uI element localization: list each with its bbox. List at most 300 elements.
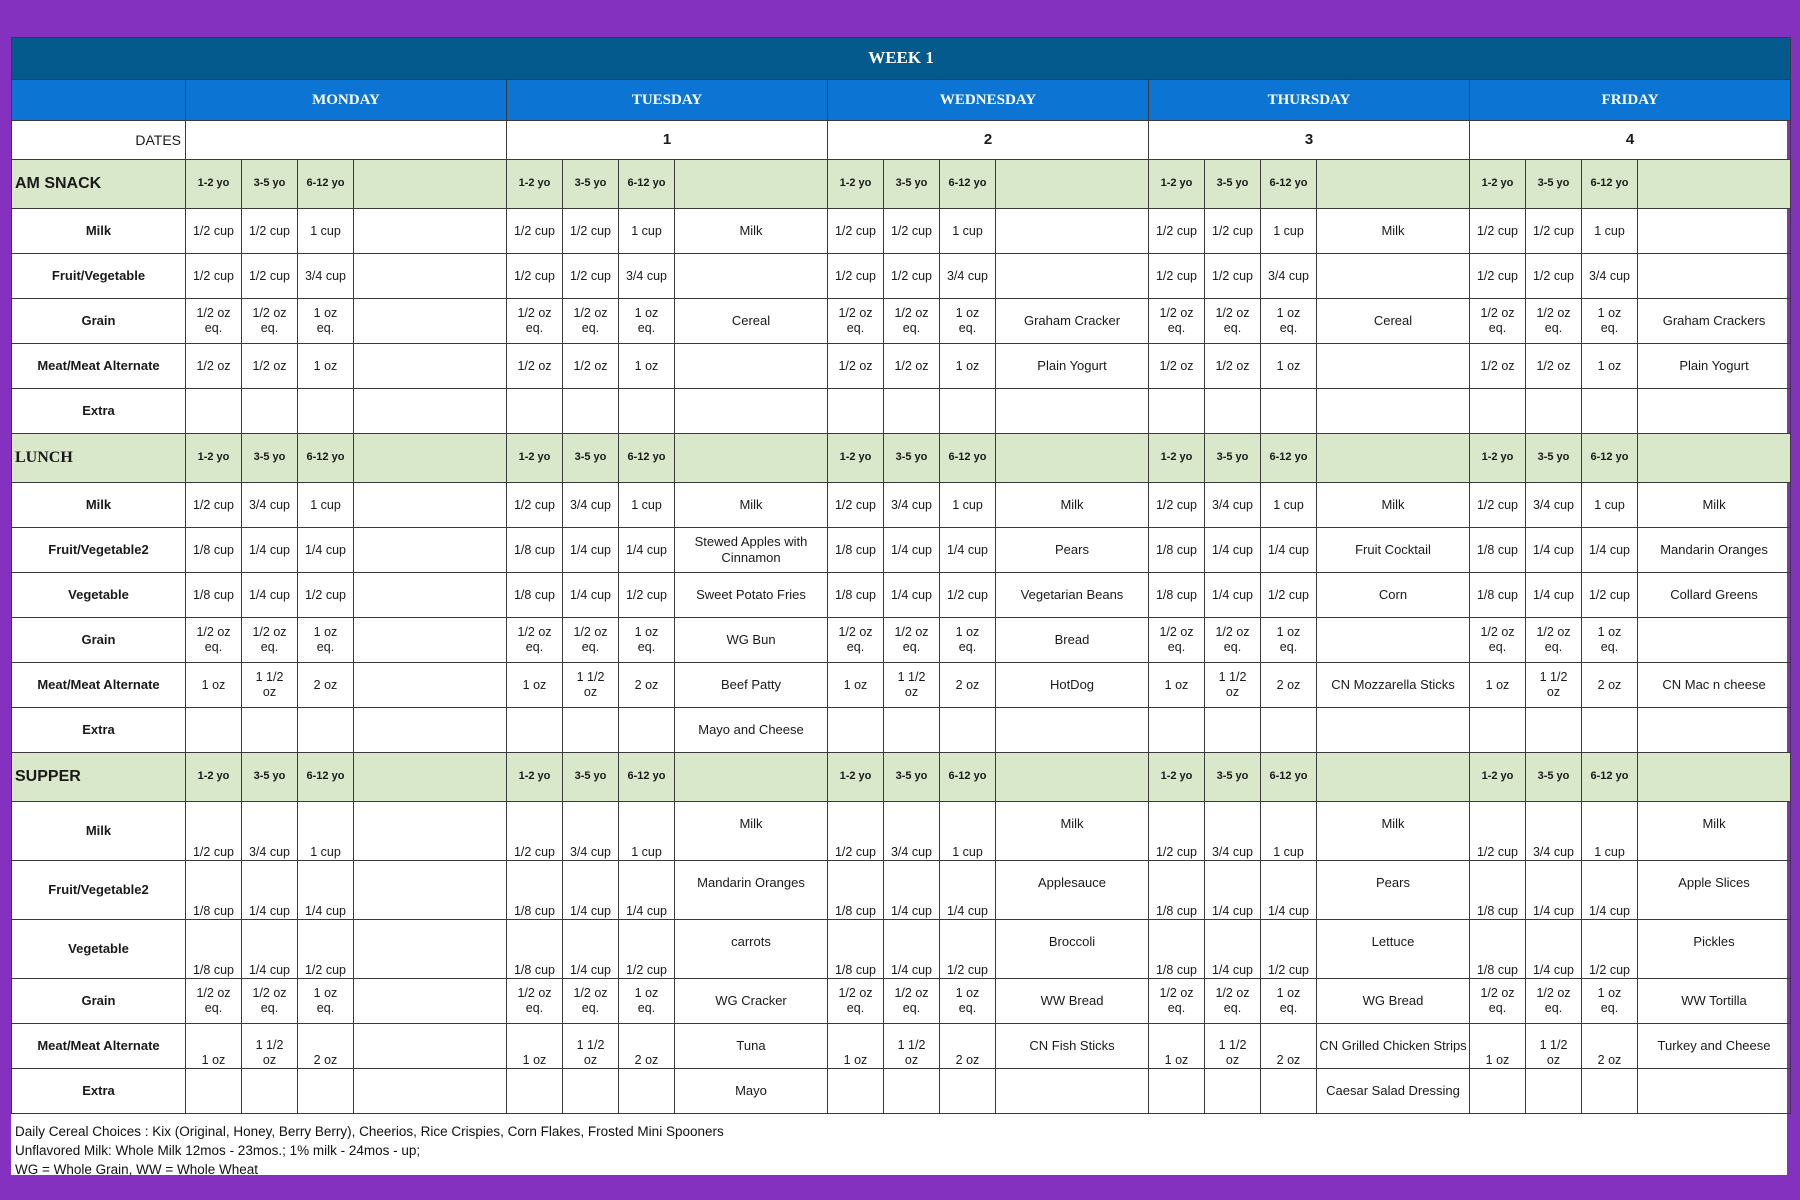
- category-label: Grain: [12, 299, 186, 344]
- lunch-row-meat-meat-alternate: [12, 663, 1791, 708]
- portion-amount: 1/2 oz: [1149, 344, 1205, 389]
- portion-amount: 1/2 cup: [1149, 483, 1205, 528]
- portion-amount: 1 oz eq.: [298, 618, 354, 663]
- portion-amount: 3/4 cup: [940, 254, 996, 299]
- category-label: Milk: [12, 802, 186, 861]
- menu-item-monday: [354, 663, 507, 708]
- category-label: Grain: [12, 979, 186, 1024]
- menu-item-tuesday: Milk: [675, 209, 828, 254]
- portion-amount: [940, 389, 996, 434]
- portion-amount: 1/4 cup: [884, 861, 940, 920]
- portion-amount: 1/2 cup: [563, 209, 619, 254]
- portion-amount: [1470, 708, 1526, 753]
- category-label: Extra: [12, 389, 186, 434]
- menu-item-wednesday: Pears: [996, 528, 1149, 573]
- menu-item-monday: [354, 1069, 507, 1114]
- portion-amount: 2 oz: [1582, 1024, 1638, 1069]
- menu-item-tuesday: Milk: [675, 802, 828, 861]
- portion-amount: [828, 389, 884, 434]
- portion-amount: 3/4 cup: [242, 483, 298, 528]
- portion-amount: 1/8 cup: [1470, 861, 1526, 920]
- menu-item-tuesday: Milk: [675, 483, 828, 528]
- menu-item-wednesday: [996, 1069, 1149, 1114]
- dates-label: DATES: [12, 121, 186, 160]
- menu-item-monday: [354, 573, 507, 618]
- menu-item-thursday: Lettuce: [1317, 920, 1470, 979]
- age-group-header: 1-2 yo: [828, 434, 884, 483]
- day-header-row: [12, 80, 1791, 121]
- menu-item-header: [354, 753, 507, 802]
- menu-item-wednesday: Plain Yogurt: [996, 344, 1149, 389]
- portion-amount: [1526, 389, 1582, 434]
- am-snack-row-milk: [12, 209, 1791, 254]
- day-header-corner: [12, 80, 186, 121]
- date-monday: [186, 121, 507, 160]
- age-group-header: 3-5 yo: [884, 434, 940, 483]
- menu-item-tuesday: [675, 254, 828, 299]
- portion-amount: 1/2 cup: [619, 573, 675, 618]
- menu-item-monday: [354, 979, 507, 1024]
- portion-amount: 1 oz: [507, 1024, 563, 1069]
- portion-amount: [1582, 708, 1638, 753]
- portion-amount: [1470, 389, 1526, 434]
- portion-amount: 1/2 cup: [1582, 920, 1638, 979]
- portion-amount: 1/2 oz: [1470, 344, 1526, 389]
- menu-item-tuesday: WG Cracker: [675, 979, 828, 1024]
- portion-amount: 1 1/2 oz: [1205, 1024, 1261, 1069]
- age-group-header: 1-2 yo: [1149, 434, 1205, 483]
- portion-amount: 3/4 cup: [1205, 483, 1261, 528]
- portion-amount: 1/2 cup: [186, 802, 242, 861]
- portion-amount: [507, 389, 563, 434]
- portion-amount: [940, 1069, 996, 1114]
- menu-item-wednesday: CN Fish Sticks: [996, 1024, 1149, 1069]
- portion-amount: 1/2 oz eq.: [828, 979, 884, 1024]
- portion-amount: 1 cup: [298, 802, 354, 861]
- menu-item-monday: [354, 389, 507, 434]
- age-group-header: 6-12 yo: [940, 753, 996, 802]
- menu-item-wednesday: Bread: [996, 618, 1149, 663]
- portion-amount: 1/2 cup: [884, 254, 940, 299]
- portion-amount: 1/4 cup: [1526, 920, 1582, 979]
- menu-item-wednesday: Graham Cracker: [996, 299, 1149, 344]
- menu-item-monday: [354, 618, 507, 663]
- portion-amount: 3/4 cup: [884, 483, 940, 528]
- lunch-row-fruit-vegetable2: [12, 528, 1791, 573]
- note-milk: Unflavored Milk: Whole Milk 12mos - 23mos.; 1% milk - 24mos - up;: [15, 1143, 421, 1158]
- lunch-title: LUNCH: [12, 434, 186, 483]
- category-label: Milk: [12, 483, 186, 528]
- menu-item-monday: [354, 802, 507, 861]
- portion-amount: 1/2 cup: [828, 209, 884, 254]
- portion-amount: 1/8 cup: [828, 920, 884, 979]
- menu-item-wednesday: Applesauce: [996, 861, 1149, 920]
- age-group-header: 1-2 yo: [186, 434, 242, 483]
- portion-amount: [1261, 1069, 1317, 1114]
- note-abbreviations: WG = Whole Grain, WW = Whole Wheat: [15, 1162, 259, 1177]
- portion-amount: 1/4 cup: [563, 920, 619, 979]
- portion-amount: 1/2 oz eq.: [1470, 979, 1526, 1024]
- category-label: Fruit/Vegetable2: [12, 528, 186, 573]
- am-snack-header-row: [12, 160, 1791, 209]
- portion-amount: 1/2 cup: [828, 802, 884, 861]
- portion-amount: 1/2 oz eq.: [563, 979, 619, 1024]
- portion-amount: 1 oz eq.: [1261, 299, 1317, 344]
- portion-amount: 1/8 cup: [1470, 920, 1526, 979]
- am-snack-row-extra: [12, 389, 1791, 434]
- portion-amount: 2 oz: [940, 663, 996, 708]
- portion-amount: 1 cup: [1261, 483, 1317, 528]
- portion-amount: 1/8 cup: [507, 573, 563, 618]
- portion-amount: 1 1/2 oz: [884, 1024, 940, 1069]
- category-label: Extra: [12, 708, 186, 753]
- menu-item-header: [1638, 753, 1791, 802]
- menu-item-wednesday: Milk: [996, 483, 1149, 528]
- age-group-header: 3-5 yo: [884, 753, 940, 802]
- date-friday: 4: [1470, 121, 1791, 160]
- lunch-row-grain: [12, 618, 1791, 663]
- menu-item-monday: [354, 344, 507, 389]
- portion-amount: 1 cup: [1261, 209, 1317, 254]
- portion-amount: 1/2 cup: [940, 920, 996, 979]
- menu-item-header: [1638, 160, 1791, 209]
- menu-item-thursday: Pears: [1317, 861, 1470, 920]
- portion-amount: 1/2 oz eq.: [828, 299, 884, 344]
- age-group-header: 6-12 yo: [1261, 160, 1317, 209]
- portion-amount: [242, 1069, 298, 1114]
- portion-amount: 1/4 cup: [940, 861, 996, 920]
- portion-amount: [884, 1069, 940, 1114]
- note-cereal-choices: Daily Cereal Choices : Kix (Original, Honey, Berry Berry), Cheerios, Rice Crispies, Corn Flakes, Frosted Mini Spooners: [15, 1124, 724, 1139]
- age-group-header: 6-12 yo: [298, 753, 354, 802]
- age-group-header: 3-5 yo: [242, 160, 298, 209]
- portion-amount: 1/8 cup: [828, 528, 884, 573]
- menu-item-wednesday: [996, 708, 1149, 753]
- menu-item-monday: [354, 483, 507, 528]
- portion-amount: 1/8 cup: [1470, 528, 1526, 573]
- menu-item-header: [1317, 160, 1470, 209]
- supper-row-fruit-vegetable2: [12, 861, 1791, 920]
- age-group-header: 1-2 yo: [1470, 753, 1526, 802]
- portion-amount: 3/4 cup: [1526, 483, 1582, 528]
- menu-item-wednesday: [996, 254, 1149, 299]
- portion-amount: 1/2 oz eq.: [563, 299, 619, 344]
- menu-item-header: [354, 434, 507, 483]
- age-group-header: 3-5 yo: [242, 753, 298, 802]
- portion-amount: 1/4 cup: [1582, 528, 1638, 573]
- age-group-header: 6-12 yo: [619, 434, 675, 483]
- portion-amount: 1/2 oz eq.: [1526, 618, 1582, 663]
- age-group-header: 1-2 yo: [186, 753, 242, 802]
- portion-amount: 1/4 cup: [619, 528, 675, 573]
- menu-item-tuesday: Beef Patty: [675, 663, 828, 708]
- portion-amount: 1/4 cup: [884, 573, 940, 618]
- menu-item-tuesday: Sweet Potato Fries: [675, 573, 828, 618]
- category-label: Vegetable: [12, 920, 186, 979]
- age-group-header: 6-12 yo: [298, 160, 354, 209]
- portion-amount: 1/2 oz eq.: [242, 618, 298, 663]
- menu-item-thursday: Milk: [1317, 483, 1470, 528]
- portion-amount: [1205, 708, 1261, 753]
- portion-amount: 1/2 cup: [1149, 802, 1205, 861]
- portion-amount: 1 oz: [940, 344, 996, 389]
- menu-item-tuesday: WG Bun: [675, 618, 828, 663]
- age-group-header: 3-5 yo: [1205, 753, 1261, 802]
- portion-amount: 1 cup: [1582, 483, 1638, 528]
- menu-item-thursday: [1317, 618, 1470, 663]
- week-title: WEEK 1: [12, 38, 1791, 80]
- portion-amount: [298, 708, 354, 753]
- portion-amount: 1/2 cup: [1149, 254, 1205, 299]
- menu-item-friday: Collard Greens: [1638, 573, 1791, 618]
- portion-amount: [507, 708, 563, 753]
- portion-amount: 1 cup: [298, 483, 354, 528]
- portion-amount: 1/8 cup: [186, 573, 242, 618]
- category-label: Fruit/Vegetable2: [12, 861, 186, 920]
- footnotes: [11, 1114, 1787, 1187]
- portion-amount: 3/4 cup: [1205, 802, 1261, 861]
- portion-amount: 3/4 cup: [884, 802, 940, 861]
- menu-item-thursday: Milk: [1317, 209, 1470, 254]
- portion-amount: 1 1/2 oz: [1526, 663, 1582, 708]
- portion-amount: 1 oz eq.: [619, 979, 675, 1024]
- portion-amount: [298, 389, 354, 434]
- portion-amount: 1/2 cup: [242, 254, 298, 299]
- age-group-header: 3-5 yo: [242, 434, 298, 483]
- week-header-row: [12, 38, 1791, 80]
- age-group-header: 6-12 yo: [1261, 434, 1317, 483]
- menu-item-header: [354, 160, 507, 209]
- portion-amount: 1/2 cup: [1261, 573, 1317, 618]
- portion-amount: 1/2 cup: [828, 254, 884, 299]
- portion-amount: 1/4 cup: [1205, 573, 1261, 618]
- category-label: Meat/Meat Alternate: [12, 1024, 186, 1069]
- portion-amount: 1/4 cup: [884, 920, 940, 979]
- portion-amount: 1/2 oz eq.: [1470, 299, 1526, 344]
- age-group-header: 6-12 yo: [1582, 753, 1638, 802]
- menu-item-thursday: Caesar Salad Dressing: [1317, 1069, 1470, 1114]
- portion-amount: 1/2 cup: [298, 573, 354, 618]
- portion-amount: 1/2 oz eq.: [828, 618, 884, 663]
- portion-amount: 1/2 cup: [507, 802, 563, 861]
- menu-item-wednesday: Milk: [996, 802, 1149, 861]
- portion-amount: 1 1/2 oz: [884, 663, 940, 708]
- portion-amount: [1205, 389, 1261, 434]
- portion-amount: 2 oz: [298, 663, 354, 708]
- portion-amount: 1/8 cup: [1149, 528, 1205, 573]
- portion-amount: 1/2 cup: [1205, 209, 1261, 254]
- lunch-row-extra: [12, 708, 1791, 753]
- portion-amount: 1/2 oz eq.: [242, 299, 298, 344]
- portion-amount: 1 oz: [828, 663, 884, 708]
- portion-amount: [1149, 389, 1205, 434]
- age-group-header: 1-2 yo: [186, 160, 242, 209]
- portion-amount: 1 oz: [828, 1024, 884, 1069]
- portion-amount: [828, 708, 884, 753]
- portion-amount: 1/2 cup: [242, 209, 298, 254]
- portion-amount: [828, 1069, 884, 1114]
- menu-item-wednesday: HotDog: [996, 663, 1149, 708]
- portion-amount: 1/2 cup: [1526, 254, 1582, 299]
- portion-amount: 1/4 cup: [298, 528, 354, 573]
- portion-amount: 1/2 cup: [507, 483, 563, 528]
- portion-amount: [1470, 1069, 1526, 1114]
- menu-item-header: [1638, 434, 1791, 483]
- menu-item-header: [996, 753, 1149, 802]
- portion-amount: 2 oz: [1582, 663, 1638, 708]
- menu-item-friday: Mandarin Oranges: [1638, 528, 1791, 573]
- menu-item-wednesday: WW Bread: [996, 979, 1149, 1024]
- portion-amount: 1 1/2 oz: [563, 1024, 619, 1069]
- portion-amount: [619, 708, 675, 753]
- menu-item-friday: [1638, 618, 1791, 663]
- portion-amount: 1/2 oz eq.: [186, 618, 242, 663]
- date-wednesday: 2: [828, 121, 1149, 160]
- menu-item-tuesday: carrots: [675, 920, 828, 979]
- portion-amount: 1/2 cup: [1261, 920, 1317, 979]
- menu-item-friday: Milk: [1638, 802, 1791, 861]
- portion-amount: 1 oz: [186, 1024, 242, 1069]
- age-group-header: 1-2 yo: [507, 160, 563, 209]
- portion-amount: [1261, 708, 1317, 753]
- portion-amount: 1 cup: [940, 483, 996, 528]
- age-group-header: 3-5 yo: [1205, 434, 1261, 483]
- portion-amount: 1/8 cup: [507, 861, 563, 920]
- portion-amount: 1 cup: [619, 802, 675, 861]
- menu-item-thursday: CN Grilled Chicken Strips: [1317, 1024, 1470, 1069]
- portion-amount: 1 cup: [1582, 209, 1638, 254]
- menu-item-friday: [1638, 389, 1791, 434]
- age-group-header: 6-12 yo: [1582, 160, 1638, 209]
- menu-item-monday: [354, 299, 507, 344]
- portion-amount: 1/4 cup: [1582, 861, 1638, 920]
- portion-amount: 1 oz eq.: [1261, 979, 1317, 1024]
- age-group-header: 1-2 yo: [828, 753, 884, 802]
- portion-amount: 1 cup: [619, 483, 675, 528]
- menu-item-tuesday: Mandarin Oranges: [675, 861, 828, 920]
- portion-amount: 1/4 cup: [940, 528, 996, 573]
- portion-amount: [1582, 389, 1638, 434]
- portion-amount: 1/2 oz eq.: [1526, 299, 1582, 344]
- age-group-header: 3-5 yo: [563, 753, 619, 802]
- portion-amount: 1/2 cup: [828, 483, 884, 528]
- category-label: Meat/Meat Alternate: [12, 663, 186, 708]
- menu-item-thursday: [1317, 344, 1470, 389]
- portion-amount: 1/8 cup: [186, 861, 242, 920]
- portion-amount: 1/2 oz eq.: [1149, 618, 1205, 663]
- portion-amount: 1 oz eq.: [1582, 979, 1638, 1024]
- portion-amount: 1/2 oz eq.: [507, 618, 563, 663]
- portion-amount: 1 cup: [940, 802, 996, 861]
- menu-item-tuesday: [675, 344, 828, 389]
- portion-amount: 1/2 cup: [1149, 209, 1205, 254]
- menu-item-header: [996, 434, 1149, 483]
- supper-row-meat-meat-alternate: [12, 1024, 1791, 1069]
- menu-item-header: [675, 160, 828, 209]
- portion-amount: [1149, 708, 1205, 753]
- portion-amount: 1 oz: [186, 663, 242, 708]
- menu-item-monday: [354, 209, 507, 254]
- portion-amount: 1 cup: [298, 209, 354, 254]
- menu-sheet: [11, 37, 1787, 1175]
- portion-amount: [884, 708, 940, 753]
- portion-amount: 1 oz eq.: [298, 979, 354, 1024]
- menu-item-wednesday: [996, 389, 1149, 434]
- portion-amount: 1/2 oz: [507, 344, 563, 389]
- portion-amount: 1/2 oz eq.: [884, 618, 940, 663]
- portion-amount: 1/2 cup: [1470, 254, 1526, 299]
- menu-item-header: [1317, 753, 1470, 802]
- portion-amount: [1149, 1069, 1205, 1114]
- portion-amount: 1/2 oz eq.: [884, 299, 940, 344]
- portion-amount: 1/2 cup: [186, 209, 242, 254]
- portion-amount: 1/4 cup: [1261, 528, 1317, 573]
- portion-amount: 1/2 cup: [1470, 209, 1526, 254]
- lunch-row-vegetable: [12, 573, 1791, 618]
- menu-item-wednesday: Broccoli: [996, 920, 1149, 979]
- menu-item-tuesday: Mayo and Cheese: [675, 708, 828, 753]
- menu-item-header: [675, 753, 828, 802]
- age-group-header: 1-2 yo: [507, 434, 563, 483]
- age-group-header: 3-5 yo: [563, 160, 619, 209]
- portion-amount: 3/4 cup: [1582, 254, 1638, 299]
- age-group-header: 6-12 yo: [619, 160, 675, 209]
- age-group-header: 6-12 yo: [940, 434, 996, 483]
- portion-amount: 1/8 cup: [828, 861, 884, 920]
- portion-amount: 1 oz eq.: [1582, 299, 1638, 344]
- portion-amount: 1 1/2 oz: [1205, 663, 1261, 708]
- am-snack-row-fruit-vegetable: [12, 254, 1791, 299]
- menu-item-friday: Graham Crackers: [1638, 299, 1791, 344]
- portion-amount: 1 oz: [1261, 344, 1317, 389]
- category-label: Meat/Meat Alternate: [12, 344, 186, 389]
- day-header-wednesday: WEDNESDAY: [828, 80, 1149, 121]
- portion-amount: 1/2 cup: [940, 573, 996, 618]
- age-group-header: 1-2 yo: [1149, 160, 1205, 209]
- portion-amount: 1/4 cup: [242, 528, 298, 573]
- menu-item-monday: [354, 861, 507, 920]
- menu-item-friday: [1638, 254, 1791, 299]
- menu-item-friday: Apple Slices: [1638, 861, 1791, 920]
- portion-amount: 2 oz: [619, 663, 675, 708]
- portion-amount: 3/4 cup: [1526, 802, 1582, 861]
- portion-amount: 1/2 cup: [1470, 802, 1526, 861]
- portion-amount: 1/2 oz eq.: [186, 979, 242, 1024]
- am-snack-title: AM SNACK: [12, 160, 186, 209]
- portion-amount: 1/4 cup: [1261, 861, 1317, 920]
- portion-amount: 1/4 cup: [1526, 573, 1582, 618]
- portion-amount: [563, 389, 619, 434]
- portion-amount: 1/2 oz eq.: [507, 299, 563, 344]
- portion-amount: 1/2 oz eq.: [1205, 299, 1261, 344]
- day-header-friday: FRIDAY: [1470, 80, 1791, 121]
- portion-amount: 1 oz: [619, 344, 675, 389]
- portion-amount: [619, 1069, 675, 1114]
- portion-amount: 2 oz: [1261, 1024, 1317, 1069]
- supper-row-milk: [12, 802, 1791, 861]
- portion-amount: [619, 389, 675, 434]
- category-label: Grain: [12, 618, 186, 663]
- age-group-header: 3-5 yo: [563, 434, 619, 483]
- portion-amount: 1/2 oz eq.: [1205, 979, 1261, 1024]
- portion-amount: 1 1/2 oz: [1526, 1024, 1582, 1069]
- am-snack-row-grain: [12, 299, 1791, 344]
- day-header-tuesday: TUESDAY: [507, 80, 828, 121]
- portion-amount: 2 oz: [1261, 663, 1317, 708]
- portion-amount: 1/2 oz eq.: [1149, 979, 1205, 1024]
- supper-title: SUPPER: [12, 753, 186, 802]
- portion-amount: 1/2 cup: [619, 920, 675, 979]
